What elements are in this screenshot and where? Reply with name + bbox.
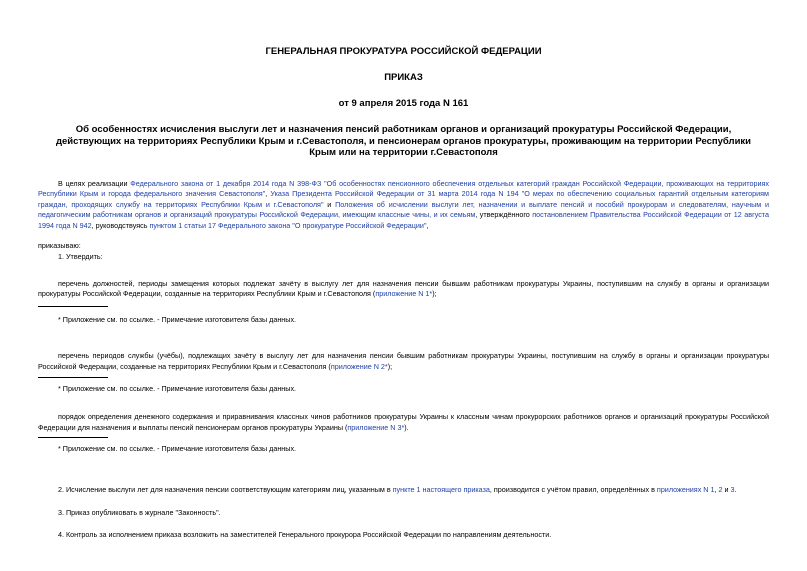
- item-2-text: , производится с учётом правил, определённых в: [489, 485, 657, 494]
- link-appendix-2-short[interactable]: 2: [718, 485, 723, 494]
- footnote: * Приложение см. по ссылке. - Примечание изготовителя базы данных.: [58, 444, 297, 454]
- document-body: [38, 179, 769, 541]
- organization-heading: ГЕНЕРАЛЬНАЯ ПРОКУРАТУРА РОССИЙСКОЙ ФЕДЕРАЦИИ: [265, 46, 542, 57]
- preamble-text: , руководствуясь: [91, 220, 150, 230]
- link-appendix-3-short[interactable]: 3: [730, 485, 735, 494]
- list-item: [38, 279, 769, 300]
- preamble-text: и: [323, 199, 336, 209]
- order-date-line: от 9 апреля 2015 года N 161: [338, 98, 469, 109]
- preamble-text: В целях реализации: [58, 178, 131, 188]
- link-appendix-3[interactable]: приложение N 3*: [347, 422, 405, 432]
- link-appendices-1[interactable]: приложениях N 1: [656, 485, 715, 494]
- order-word: приказываю:: [38, 241, 81, 251]
- document-page: [38, 0, 769, 541]
- preamble-text: , утверждённого: [475, 210, 533, 220]
- link-pension-regulation[interactable]: Положения об исчислении выслуги лет, назначении и выплате пенсий и пособий прокурорам и следователям, научным и педагогическим работникам органов и организаций прокуратуры Российской Федерации, имеющим классные чины, и их семьям: [38, 199, 769, 220]
- link-appendix-1[interactable]: приложение N 1*: [375, 289, 433, 299]
- preamble-paragraph: [38, 179, 769, 232]
- link-presidential-decree-194[interactable]: Указа Президента Российской Федерации от 31 марта 2014 года N 194 "О мерах по обеспечению социальных гарантий отдельным категориям граждан, проходящих службу на территориях Республики Крым и г.Севастополя": [38, 189, 769, 209]
- item-2-paragraph: [38, 485, 769, 496]
- footnote-divider: [38, 437, 108, 438]
- item-3-paragraph: 3. Приказ опубликовать в журнале "Законность".: [58, 507, 221, 517]
- item-2-text: 2. Исчисление выслуги лет для назначения пенсии соответствующим категориям лиц, указанным в: [58, 485, 393, 494]
- footnote-divider: [38, 306, 108, 307]
- item-4-paragraph: 4. Контроль за исполнением приказа возложить на заместителей Генерального прокурора Российской Федерации по направлениям деятельности.: [58, 530, 552, 540]
- item-2-text: и: [722, 485, 731, 494]
- footnote: * Приложение см. по ссылке. - Примечание изготовителя базы данных.: [58, 383, 297, 393]
- order-title: Об особенностях исчисления выслуги лет и назначения пенсий работникам органов и организаций прокуратуры Российской Федерации, действующих на территориях Республики Крым и г.Севастополя, и пенсионерам органов прокуратуры, проживающим на территории Республики Крым или на территории г.Севастополя: [55, 124, 752, 158]
- item-2-text: .: [734, 485, 737, 494]
- list-item-text: перечень периодов службы (учёбы), подлежащих зачёту в выслугу лет для назначения пенсии бывшим работникам прокуратуры Украины, поступившим на службу в органы и организации прокуратуры Российской Федерации, созданные на территориях Республики Крым и г.Севастополя (: [38, 351, 769, 372]
- link-appendix-2[interactable]: приложение N 2*: [330, 362, 388, 372]
- footnote: * Приложение см. по ссылке. - Примечание изготовителя базы данных.: [58, 314, 297, 324]
- link-government-resolution-942[interactable]: постановлением Правительства Российской Федерации от 12 августа 1994 года N 942: [38, 210, 770, 230]
- list-item-text: перечень должностей, периоды замещения которых подлежат зачёту в выслугу лет для назначения пенсии бывшим работникам прокуратуры Украины, поступившим на службу в органы и организации прокуратуры Российской Федерации, созданные на территориях Республики Крым и г.Севастополя (: [38, 278, 769, 299]
- link-item-1[interactable]: пункте 1 настоящего приказа: [392, 485, 490, 494]
- document-type-heading: ПРИКАЗ: [384, 72, 423, 83]
- link-prosecution-law-art17[interactable]: пунктом 1 статьи 17 Федерального закона "О прокуратуре Российской Федерации": [149, 220, 427, 230]
- list-item-text: порядок определения денежного содержания и приравнивания классных чинов работников прокуратуры Украины к классным чинам прокурорских работников органов и организаций прокуратуры Российской Федерации для назначения и выплаты пенсий пенсионерам органов прокуратуры Украины (: [38, 412, 769, 432]
- list-item: [38, 412, 769, 433]
- preamble-text: ,: [265, 189, 271, 199]
- item-1-heading: 1. Утвердить:: [58, 252, 103, 262]
- list-item: [38, 351, 769, 372]
- preamble-text: ,: [426, 220, 429, 230]
- list-item-tail: );: [387, 362, 393, 372]
- list-item-tail: ).: [404, 422, 409, 432]
- link-federal-law-398[interactable]: Федерального закона от 1 декабря 2014 года N 398-ФЗ "Об особенностях пенсионного обеспечения отдельных категорий граждан Российской Федерации, проживающих на территориях Республики Крым и города федерального значения Севастополя": [38, 178, 769, 199]
- list-item-tail: );: [432, 289, 437, 299]
- item-2-text: ,: [714, 485, 719, 494]
- footnote-divider: [38, 377, 108, 378]
